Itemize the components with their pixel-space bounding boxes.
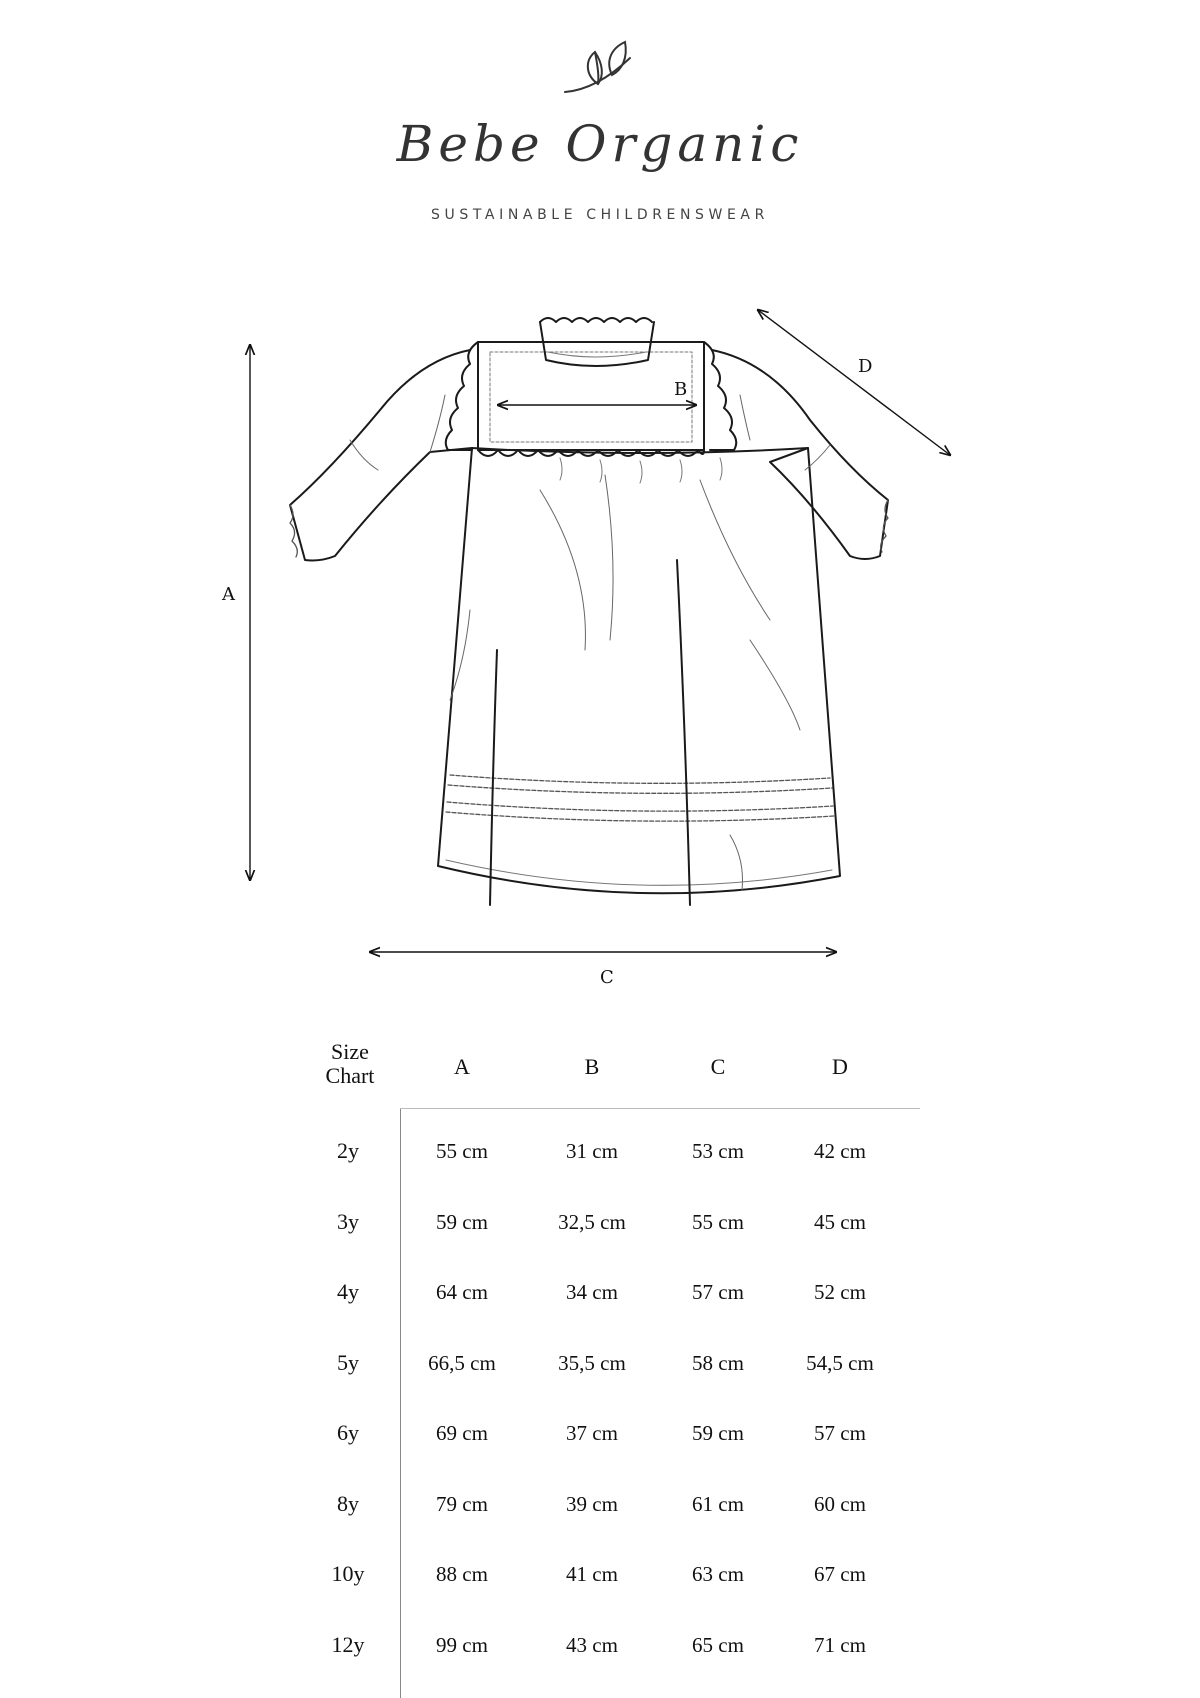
dress-diagram xyxy=(0,280,1200,1000)
measurement-a: 99 cm xyxy=(436,1633,488,1657)
measurement-c: 58 cm xyxy=(692,1351,744,1375)
measurement-b: 37 cm xyxy=(566,1421,618,1445)
size-label: 4y xyxy=(337,1279,359,1304)
size-header-line2: Chart xyxy=(325,1063,375,1088)
measurement-d: 52 cm xyxy=(814,1280,866,1304)
measurement-d: 42 cm xyxy=(814,1139,866,1163)
size-chart-header xyxy=(300,1040,400,1088)
dress-outline xyxy=(290,318,888,905)
measurement-d: 54,5 cm xyxy=(806,1351,874,1375)
measurement-b: 39 cm xyxy=(566,1492,618,1516)
measurement-c: 53 cm xyxy=(692,1139,744,1163)
size-label: 2y xyxy=(337,1138,359,1163)
dimension-d-label: D xyxy=(858,356,873,377)
dimension-a-label: A xyxy=(222,584,235,605)
measurement-a: 55 cm xyxy=(436,1139,488,1163)
header-a: A xyxy=(454,1054,470,1079)
measurement-a: 59 cm xyxy=(436,1210,488,1234)
size-label: 8y xyxy=(337,1491,359,1516)
measurement-a: 88 cm xyxy=(436,1562,488,1586)
measurement-d: 45 cm xyxy=(814,1210,866,1234)
measurement-b: 34 cm xyxy=(566,1280,618,1304)
size-label: 6y xyxy=(337,1420,359,1445)
brand-name: Bebe Organic xyxy=(396,115,804,173)
header-c: C xyxy=(710,1054,726,1079)
size-header-line1: Size xyxy=(331,1039,369,1064)
measurement-a: 69 cm xyxy=(436,1421,488,1445)
dimension-b-label: B xyxy=(674,379,688,400)
table-header-divider xyxy=(400,1108,920,1109)
measurement-b: 35,5 cm xyxy=(558,1351,626,1375)
measurement-b: 41 cm xyxy=(566,1562,618,1586)
measurement-d: 71 cm xyxy=(814,1633,866,1657)
measurement-c: 65 cm xyxy=(692,1633,744,1657)
measurement-b: 32,5 cm xyxy=(558,1210,626,1234)
size-label: 5y xyxy=(337,1350,359,1375)
size-label: 3y xyxy=(337,1209,359,1234)
measurement-c: 57 cm xyxy=(692,1280,744,1304)
dimension-d-arrow xyxy=(758,310,950,455)
measurement-c: 59 cm xyxy=(692,1421,744,1445)
measurement-a: 79 cm xyxy=(436,1492,488,1516)
dimension-c-label: C xyxy=(600,967,614,988)
measurement-d: 57 cm xyxy=(814,1421,866,1445)
measurement-c: 55 cm xyxy=(692,1210,744,1234)
measurement-d: 67 cm xyxy=(814,1562,866,1586)
measurement-a: 66,5 cm xyxy=(428,1351,496,1375)
measurement-b: 31 cm xyxy=(566,1139,618,1163)
table-vertical-divider xyxy=(400,1108,401,1698)
header-d: D xyxy=(832,1054,848,1079)
size-label: 10y xyxy=(331,1561,365,1586)
size-label: 12y xyxy=(331,1632,365,1657)
measurement-d: 60 cm xyxy=(814,1492,866,1516)
measurement-a: 64 cm xyxy=(436,1280,488,1304)
brand-tagline: SUSTAINABLE CHILDRENSWEAR xyxy=(431,207,769,223)
measurement-c: 63 cm xyxy=(692,1562,744,1586)
measurement-c: 61 cm xyxy=(692,1492,744,1516)
measurement-b: 43 cm xyxy=(566,1633,618,1657)
header-b: B xyxy=(584,1054,600,1079)
